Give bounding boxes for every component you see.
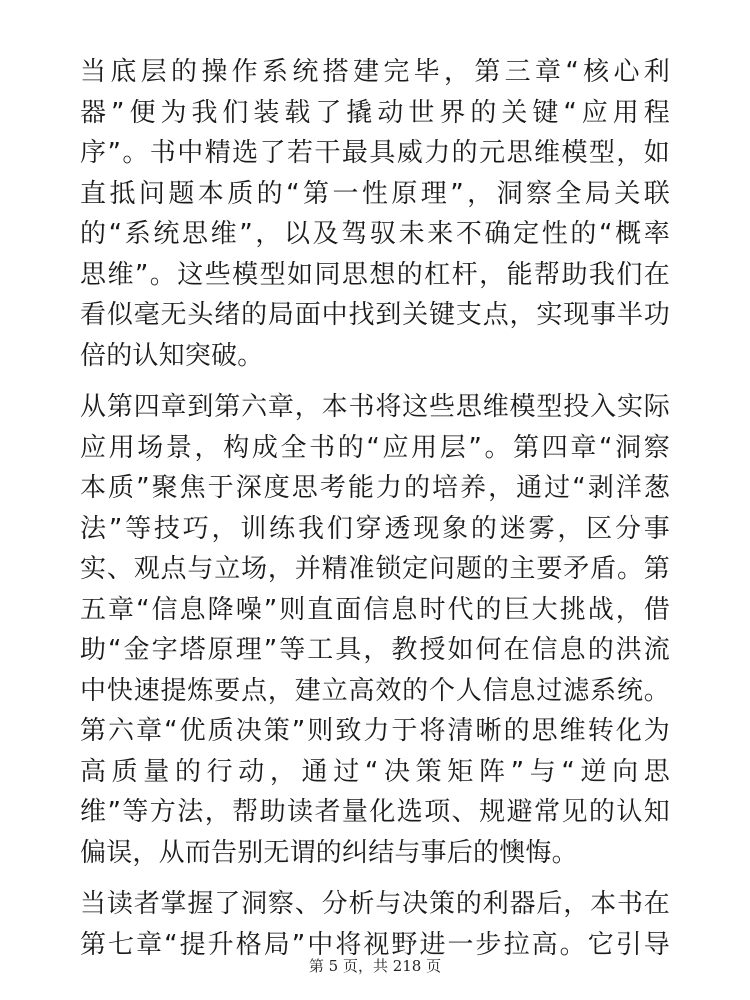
text-line: 看似毫无头绪的局面中找到关键支点，实现事半功 (80, 300, 670, 330)
page-indicator: 第 5 页，共 218 页 (308, 957, 442, 975)
text-line: 五章“信息降噪”则直面信息时代的巨大挑战，借 (80, 594, 670, 625)
paragraph-3 (80, 884, 670, 965)
text-line: 从第四章到第六章，本书将这些思维模型投入实际 (80, 392, 670, 422)
document-body (80, 52, 670, 976)
text-line: 序”。书中精选了若干最具威力的元思维模型，如 (80, 138, 670, 168)
text-line: 中快速提炼要点，建立高效的个人信息过滤系统。 (80, 675, 670, 706)
text-line: 实、观点与立场，并精准锁定问题的主要矛盾。第 (80, 554, 670, 584)
text-line: 器”便为我们装载了撬动世界的关键“应用程 (80, 97, 670, 128)
text-line: 高质量的行动，通过“决策矩阵”与“逆向思 (80, 756, 670, 787)
paragraph-1 (80, 52, 670, 376)
text-line: 当底层的操作系统搭建完毕，第三章“核心利 (80, 57, 670, 87)
text-line: 本质”聚焦于深度思考能力的培养，通过“剥洋葱 (80, 473, 670, 503)
text-line: 第六章“优质决策”则致力于将清晰的思维转化为 (80, 716, 670, 746)
text-line: 当读者掌握了洞察、分析与决策的利器后，本书在 (80, 889, 670, 919)
paragraph-2 (80, 387, 670, 873)
text-line: 助“金字塔原理”等工具，教授如何在信息的洪流 (80, 635, 670, 665)
text-line: 的“系统思维”，以及驾驭未来不确定性的“概率 (80, 219, 670, 249)
text-line: 应用场景，构成全书的“应用层”。第四章“洞察 (80, 432, 670, 463)
text-line: 倍的认知突破。 (80, 340, 264, 371)
text-line: 维”等方法，帮助读者量化选项、规避常见的认知 (80, 797, 670, 827)
text-line: 偏误，从而告别无谓的纠结与事后的懊悔。 (80, 837, 578, 868)
text-line: 第七章“提升格局”中将视野进一步拉高。它引导 (80, 929, 670, 960)
text-line: 直抵问题本质的“第一性原理”，洞察全局关联 (80, 178, 670, 209)
text-line: 思维”。这些模型如同思想的杠杆，能帮助我们在 (80, 259, 670, 290)
text-line: 法”等技巧，训练我们穿透现象的迷雾，区分事 (80, 513, 670, 544)
